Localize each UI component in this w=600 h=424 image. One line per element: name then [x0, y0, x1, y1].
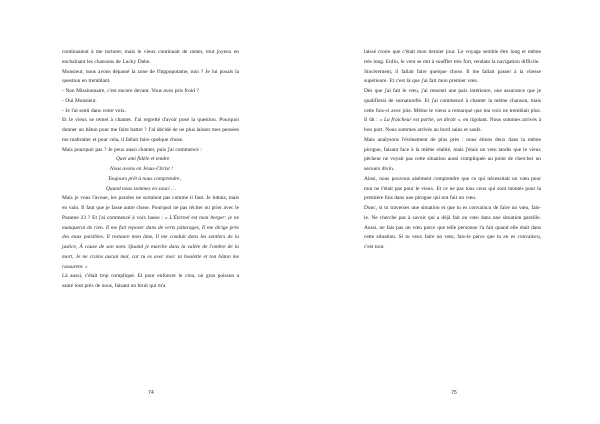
page-number: 75 — [451, 390, 457, 396]
paragraph: Mais pourquoi pas ? Je peux aussi chanter, puis j'ai commencé : — [62, 146, 202, 153]
verse-line: Toujours prêt à nous comprendre, — [108, 175, 181, 182]
verse-line: Nous avons en Jésus-Christ ! — [110, 166, 173, 172]
quote: « La fraicheur est partie, on dirait » — [379, 117, 461, 124]
paragraph — [364, 87, 541, 136]
paragraph: - Non Missionnaire, c'est encore devant. Vous avez pris froid ? — [62, 88, 199, 94]
paragraph: - Oui Monsieur. — [62, 97, 97, 104]
verse-line: Quel ami fidèle et tendre — [116, 156, 170, 163]
paragraph-text: , en rigolant. Nous sommes arrivés à bon port. Nous sommes arrivés au bord sains et saufs. — [364, 117, 541, 133]
paragraph: laissé croire que c'était mon dernier jour. Le voyage semble être long et même très long. Enfin, le vent se mit à souffler très fort, rendant la navigation difficile. — [364, 49, 541, 65]
paragraph: - Je l'ai senti dans votre voix. — [62, 107, 127, 114]
paragraph: continuaient à me torturer, mais le vieux continuait de ramer, tout joyeux en enchaînant les chansons de Lucky Dube. — [62, 49, 239, 65]
paragraph: Et le vieux se remet à chanter. J'ai regretté d'avoir posé la question. Pourquoi donner un bâton pour me faire battre ? J'ai décidé de ne plus laisser mes pensées me maltraiter et pour cela, il fallait faire quelque chose. — [62, 117, 239, 143]
paragraph: Sincèrement, il fallait faire quelque chose. Il me fallait passer à la vitesse supérieure. Et c'est là que j'ai fait mon premier vœu. — [364, 68, 541, 85]
paragraph — [62, 194, 239, 272]
right-page — [364, 48, 541, 253]
paragraph: Donc, si tu traverses une situation et que tu es convaincu de faire un vœu, fais-le. Ne cherche pas à savoir qui a déjà fait un vœu dans une situation pareille. Aussi, ne fais pas un vœu parce que telle personne l'a fait quand elle était dans cette situation. Si tu veux faire un vœu, fais-le parce que tu en es convaincu, c'est tout. — [364, 205, 541, 250]
psalm-quote: « L'Éternel est mon berger: je ne manquerai de rien. Il me fait reposer dans de verts pâturages, Il me dirige près des eaux paisibles. Il restaure mon âme, Il me conduit dans les sentiers de la justice, À cause de son nom. Quand je marche dans la vallée de l'ombre de la mort, Je ne crains aucun mal, car tu es avec moi: ta houlette et ton bâton me rassurent. » — [62, 214, 240, 270]
paragraph: Là aussi, c'était trop compliqué. Et pour enfoncer le clou, un gros poisson a sauté tout près de nous, faisant un bruit qui m'a — [62, 273, 239, 289]
page-number: 74 — [148, 390, 154, 396]
paragraph: Monsieur, nous avons dépassé la zone de l'hippopotame, non ? Je lui posais la question en tremblant. — [62, 68, 239, 85]
paragraph-text: Dès que j'ai fait le vœu, j'ai ressenti une paix intérieure, une assurance que je qualifierai de surnaturelle. Et j'ai commencé à chanter la même chanson, mais cette fois-ci avec joie. Même le vieux a remarqué que ma voix ne tremblait plus. Il dit : — [364, 88, 541, 124]
verse-line: Quand nous sommes en souci … — [106, 185, 176, 192]
hymn-verse — [62, 155, 239, 194]
left-page — [62, 48, 239, 292]
paragraph: Ainsi, nous pouvons aisément comprendre que ce qui nécessitait un vœu pour moi ne l'était pas pour le vieux. Et ce ne pas tous ceux qui sont montés pour la première fois dans une pirogue qui ont fait un vœu. — [364, 175, 541, 202]
paragraph-text: Mais je vous l'avoue, les paroles ne sortaient pas comme il faut. Je luttais, mais en vain. Il faut que je fasse autre chose. Pourquoi ne pas réciter ou prier avec le Psaume 23 ? Et j'ai commencé à voix basse : — [62, 195, 239, 221]
paragraph: Mais analysons l'évènement de plus près : nous étions deux dans la même pirogue, faisant face à la même réalité, mais j'étais un vœu tandis que le vieux pêcheur ne voyait pas cette situation aussi compliquée au point de chercher un secours divin. — [364, 136, 541, 172]
